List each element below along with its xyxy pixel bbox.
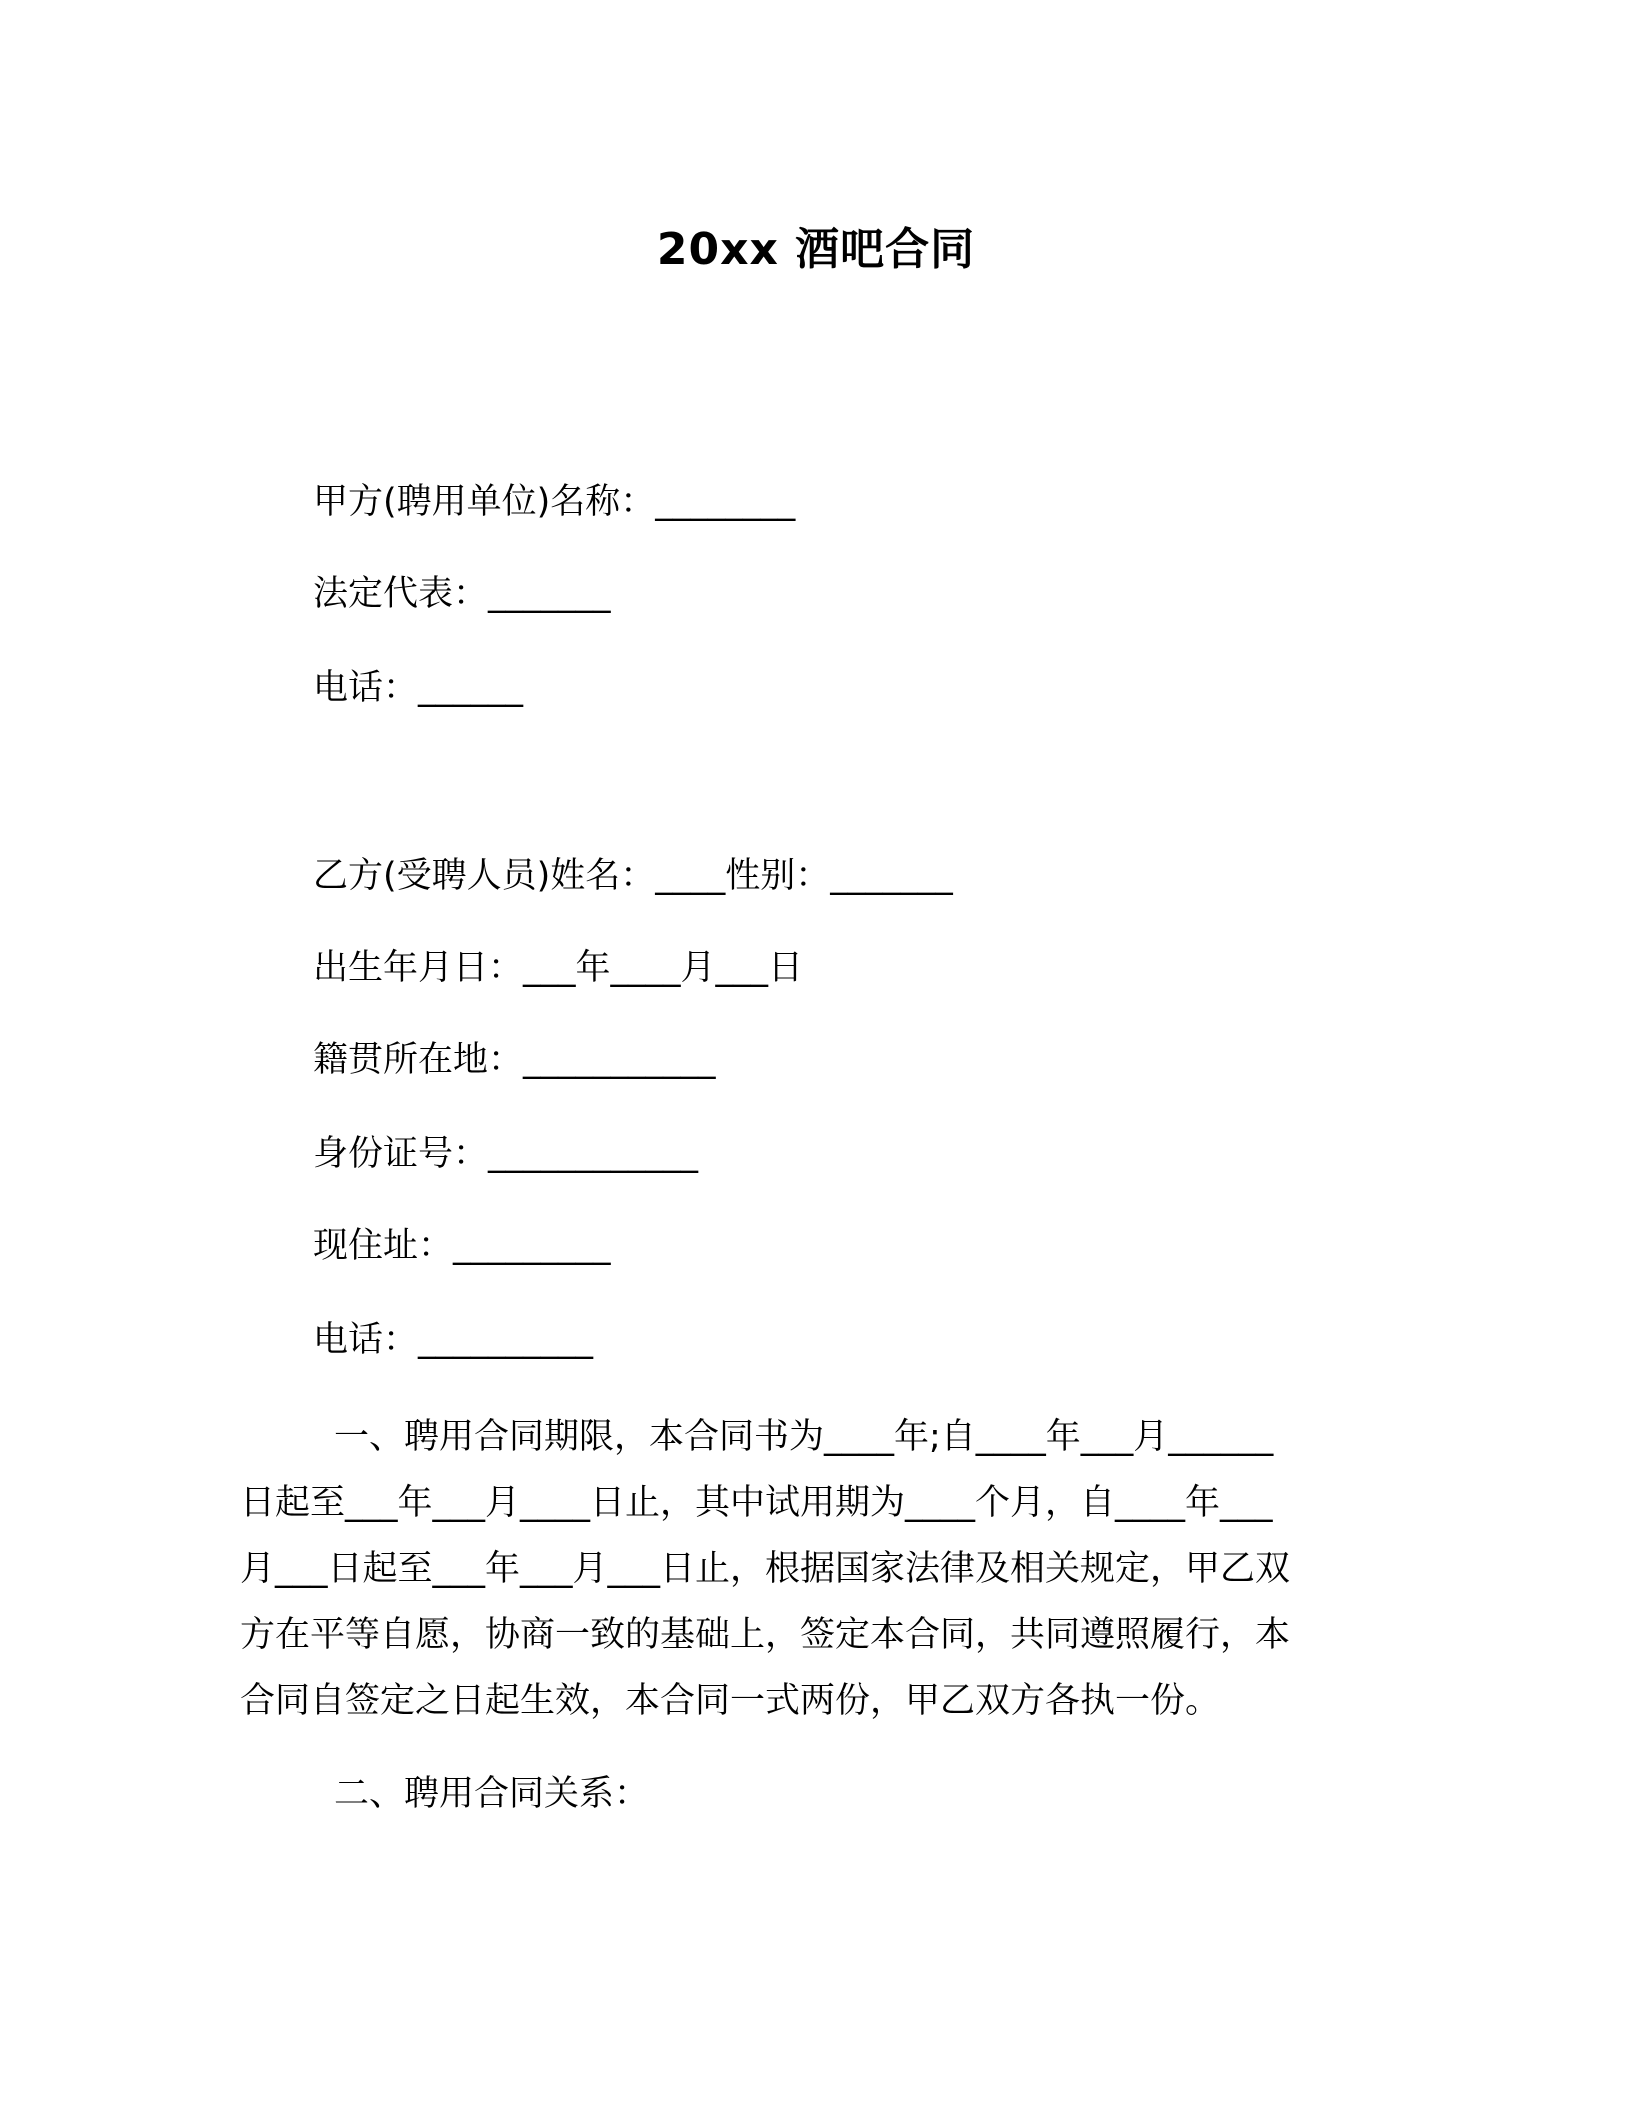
section-2-heading: 二、聘用合同关系： [334, 1774, 650, 1814]
party-b-name-gender-field: 乙方(受聘人员)姓名：____性别：_______ [313, 856, 953, 896]
party-b-native-place-field: 籍贯所在地：___________ [313, 1040, 716, 1080]
document-title: 20xx 酒吧合同 [656, 224, 976, 275]
party-a-phone-field: 电话：______ [313, 668, 524, 708]
party-b-address-field: 现住址：_________ [313, 1226, 611, 1266]
section-1-line: 方在平等自愿，协商一致的基础上，签定本合同，共同遵照履行，本 [240, 1615, 1291, 1655]
party-b-birth-field: 出生年月日：___年____月___日 [313, 948, 804, 988]
party-a-name-field: 甲方(聘用单位)名称：________ [313, 482, 796, 522]
section-1-line: 日起至___年___月____日止，其中试用期为____个月，自____年___ [240, 1483, 1273, 1523]
section-1-line: 一、聘用合同期限，本合同书为____年;自____年___月______ [334, 1417, 1274, 1457]
section-1-paragraph [240, 1404, 1390, 1734]
party-b-phone-field: 电话：__________ [313, 1320, 594, 1360]
party-a-legal-rep-field: 法定代表：_______ [313, 574, 611, 614]
party-b-id-field: 身份证号：____________ [313, 1134, 699, 1174]
section-1-line: 月___日起至___年___月___日止，根据国家法律及相关规定，甲乙双 [240, 1549, 1291, 1589]
section-1-line: 合同自签定之日起生效，本合同一式两份，甲乙双方各执一份。 [240, 1681, 1221, 1721]
